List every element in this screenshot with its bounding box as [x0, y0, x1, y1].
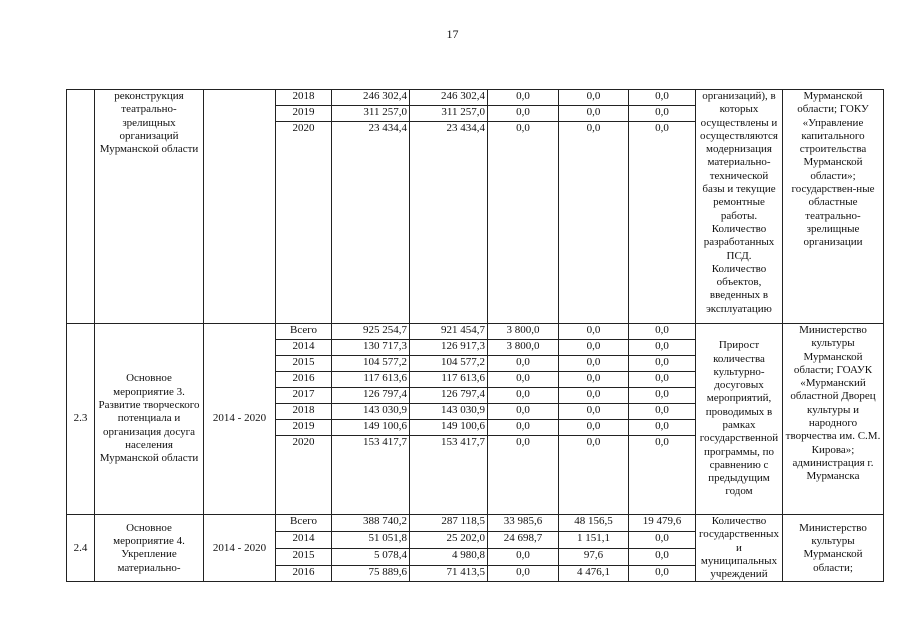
table-row: реконструкция театрально-зрелищных организаций Мурманской области 2018 246 302,4 246 302,4 0,0 0,0 0,0 организаций), в которых осуществлены и осуществляются модернизация материально-технической базы и текущие ремонтные работы. Количество разработанных ПСД. Количество объектов, введенных в эксплуатацию Мурманской области; ГОКУ «Управление капитального строительства Мурманской области»; государствен-ные областные театрально-зрелищные организации — [67, 90, 884, 106]
table-row: 2019 149 100,6 149 100,6 0,0 0,0 0,0 — [67, 420, 884, 436]
activity-name: Основное мероприятие 4. Укрепление материально- — [95, 515, 204, 582]
table-row: 2015 104 577,2 104 577,2 0,0 0,0 0,0 — [67, 356, 884, 372]
table-row: 2020 23 434,4 23 434,4 0,0 0,0 0,0 — [67, 122, 884, 138]
activity-name: Основное мероприятие 3. Развитие творческого потенциала и организация досуга населения Мурманской области — [95, 324, 204, 515]
table-row: 2014 130 717,3 126 917,3 3 800,0 0,0 0,0 — [67, 340, 884, 356]
table-row: 2020 153 417,7 153 417,7 0,0 0,0 0,0 — [67, 436, 884, 452]
executor: Мурманской области; ГОКУ «Управление капитального строительства Мурманской области»; государствен-ные областные театрально-зрелищные организации — [783, 90, 884, 324]
row-number-cell — [67, 90, 95, 324]
result-indicator: Количество государственных и муниципальных учреждений — [696, 515, 783, 582]
period: 2014 - 2020 — [204, 324, 276, 515]
table-row: 2.4 Основное мероприятие 4. Укрепление материально- 2014 - 2020 Всего 388 740,2 287 118,5 33 985,6 48 156,5 19 479,6 Количество государственных и муниципальных учреждений Министерство культуры Мурманской области; — [67, 515, 884, 532]
table-row: 2018 143 030,9 143 030,9 0,0 0,0 0,0 — [67, 404, 884, 420]
executor: Министерство культуры Мурманской области; ГОАУК «Мурманский областной Дворец культуры и народного творчества им. С.М. Кирова»; администрация г. Мурманска — [783, 324, 884, 515]
table-row: 2015 5 078,4 4 980,8 0,0 97,6 0,0 — [67, 548, 884, 565]
table-row: 2019 311 257,0 311 257,0 0,0 0,0 0,0 — [67, 106, 884, 122]
page-number: 17 — [446, 27, 459, 41]
result-indicator: Прирост количества культурно-досуговых мероприятий, проводимых в рамках государственной программы, по сравнению с предыдущим годом — [696, 324, 783, 515]
result-indicator: организаций), в которых осуществлены и осуществляются модернизация материально-технической базы и текущие ремонтные работы. Количество разработанных ПСД. Количество объектов, введенных в эксплуатацию — [696, 90, 783, 324]
table-row: 2014 51 051,8 25 202,0 24 698,7 1 151,1 0,0 — [67, 531, 884, 548]
period-cell — [204, 90, 276, 324]
table-row: 2016 117 613,6 117 613,6 0,0 0,0 0,0 — [67, 372, 884, 388]
table-row: 2017 126 797,4 126 797,4 0,0 0,0 0,0 — [67, 388, 884, 404]
row-number: 2.3 — [67, 324, 95, 515]
table-row: 2016 75 889,6 71 413,5 0,0 4 476,1 0,0 — [67, 565, 884, 582]
table-row: 2.3 Основное мероприятие 3. Развитие творческого потенциала и организация досуга населения Мурманской области 2014 - 2020 Всего 925 254,7 921 454,7 3 800,0 0,0 0,0 Прирост количества культурно-досуговых мероприятий, проводимых в рамках государственной программы, по сравнению с предыдущим годом Министерство культуры Мурманской области; ГОАУК «Мурманский областной Дворец культуры и народного творчества им. С.М. Кирова»; администрация г. Мурманска — [67, 324, 884, 340]
period: 2014 - 2020 — [204, 515, 276, 582]
executor: Министерство культуры Мурманской области; — [783, 515, 884, 582]
activity-name: реконструкция театрально-зрелищных организаций Мурманской области — [95, 90, 204, 324]
row-number: 2.4 — [67, 515, 95, 582]
program-table — [66, 89, 884, 582]
